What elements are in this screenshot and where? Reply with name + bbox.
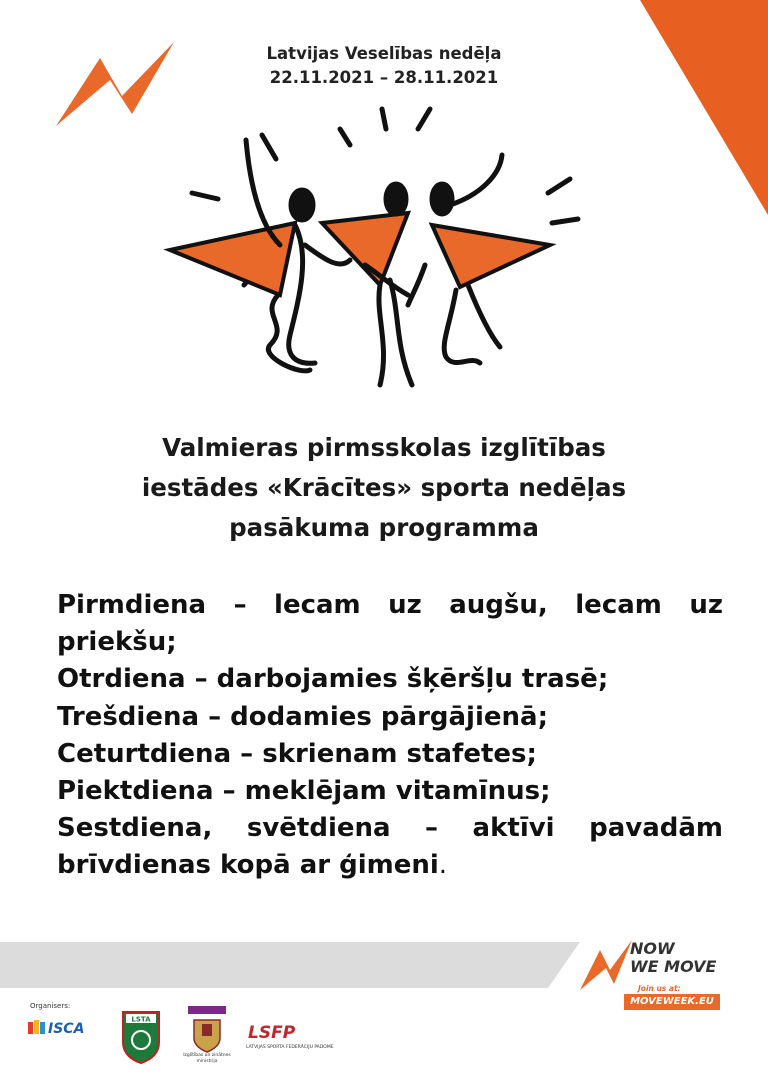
- program-line-monday-cont: priekšu;: [57, 627, 177, 658]
- program-line-wednesday: Trešdiena – dodamies pārgājienā;: [57, 701, 548, 732]
- program-line-weekend-text: brīvdienas kopā ar ģimeni: [57, 850, 439, 881]
- lsta-logo: [120, 1008, 162, 1064]
- organisers-label: Organisers:: [30, 1002, 71, 1010]
- nwm-line-2: WE MOVE: [630, 957, 717, 976]
- now-we-move-arrow-icon: [578, 940, 634, 992]
- program-line-tuesday: Otrdiena – darbojamies šķēršļu trasē;: [57, 664, 609, 695]
- svg-text:LSFP: LSFP: [248, 1023, 296, 1043]
- svg-text:ISCA: ISCA: [48, 1021, 85, 1037]
- program-line-friday: Piektdiena – meklējam vitamīnus;: [57, 776, 551, 807]
- program-title: [60, 428, 708, 548]
- isca-logo: [26, 1016, 100, 1040]
- lsfp-caption: LATVIJAS SPORTA FEDERĀCIJU PADOME: [246, 1045, 334, 1050]
- now-we-move-text: [630, 940, 716, 976]
- moveweek-url: MOVEWEEK.EU: [624, 994, 720, 1010]
- title-line-1: Valmieras pirmsskolas izglītības: [162, 433, 606, 462]
- title-line-3: pasākuma programma: [229, 513, 539, 542]
- title-line-2: iestādes «Krācītes» sporta nedēļas: [141, 473, 627, 502]
- program-line-period: .: [438, 850, 448, 881]
- dancing-figures-illustration: [150, 95, 610, 395]
- izm-caption: Izglītības un zinātnes ministrija: [183, 1053, 231, 1064]
- weekly-program: [57, 587, 723, 885]
- latvia-coat-of-arms: [184, 1006, 230, 1054]
- lsfp-logo: [246, 1020, 326, 1044]
- svg-text:LSTA: LSTA: [131, 1015, 151, 1024]
- program-line-monday: Pirmdiena – lecam uz augšu, lecam uz: [57, 590, 723, 620]
- nwm-line-1: NOW: [630, 939, 675, 958]
- event-name: Latvijas Veselības nedēļa: [266, 44, 502, 63]
- program-line-weekend-cont: [57, 847, 723, 884]
- join-us-label: Join us at:: [638, 984, 681, 993]
- program-line-thursday: Ceturtdiena – skrienam stafetes;: [57, 738, 537, 769]
- now-we-move-logo: [576, 936, 736, 1018]
- event-header: [150, 42, 618, 90]
- program-line-weekend: Sestdiena, svētdiena – aktīvi pavadām: [57, 813, 723, 844]
- event-dates: 22.11.2021 – 28.11.2021: [269, 68, 499, 87]
